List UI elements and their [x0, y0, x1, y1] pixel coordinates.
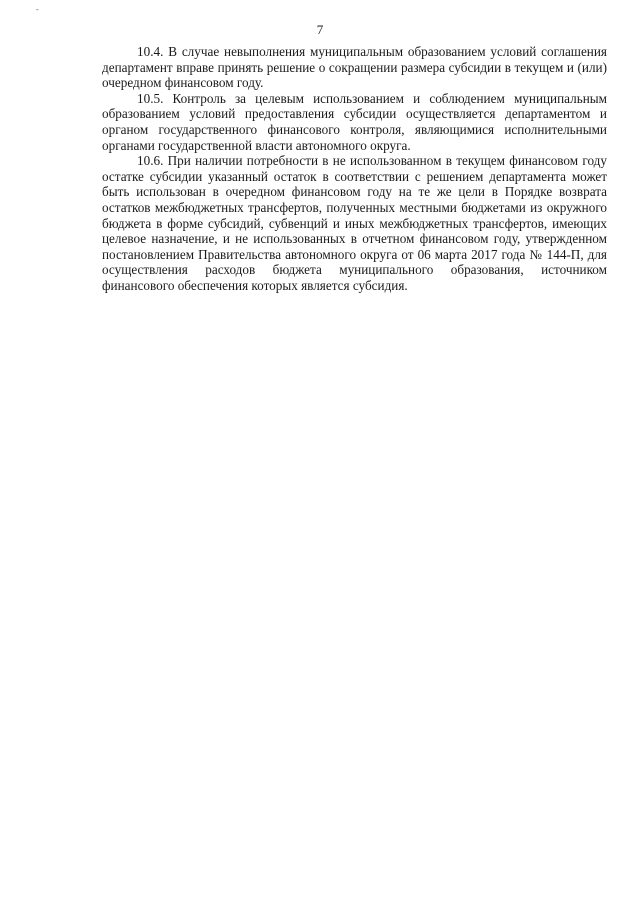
paragraph-10-6: 10.6. При наличии потребности в не использованном в текущем финансовом году остатке субсидии указанный остаток в соответствии с решением департамента может быть использован в очередном финансовом году на те же цели в Порядке возврата остатков межбюджетных трансфертов, полученных местными бюджетами из окружного бюджета в форме субсидий, субвенций и иных межбюджетных трансфертов, имеющих целевое назначение, и не использованных в отчетном финансовом году, утвержденном постановлением Правительства автономного округа от 06 марта 2017 года № 144-П, для осуществления расходов бюджета муниципального образования, источником финансового обеспечения которых является субсидия.: [102, 153, 607, 293]
page-number: 7: [316, 22, 324, 37]
paragraph-10-4: 10.4. В случае невыполнения муниципальным образованием условий соглашения департамент вправе принять решение о сокращении размера субсидии в текущем и (или) очередном финансовом году.: [102, 44, 607, 91]
paragraph-10-5: 10.5. Контроль за целевым использованием и соблюдением муниципальным образованием условий предоставления субсидии осуществляется департаментом и органом государственного финансового контроля, являющимися исполнительными органами государственной власти автономного округа.: [102, 90, 607, 153]
corner-mark: -: [36, 5, 39, 14]
body-text: [102, 44, 607, 294]
